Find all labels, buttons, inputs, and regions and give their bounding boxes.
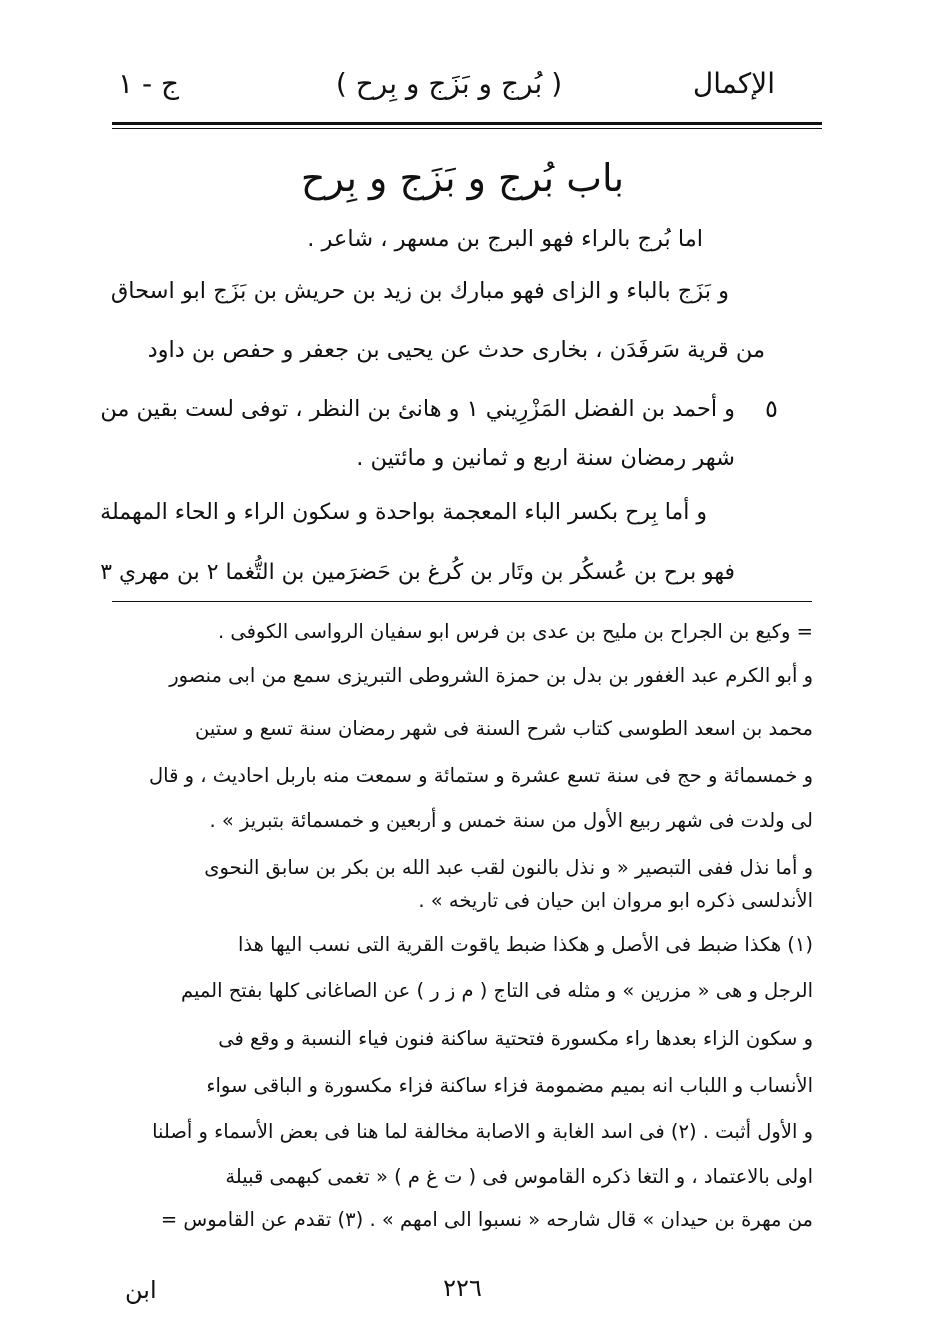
catchword: ابن <box>125 1276 157 1304</box>
page-number: ٢٢٦ <box>443 1274 482 1302</box>
main-text-line: و أما بِرح بكسر الباء المعجمة بواحدة و سكون الراء و الحاء المهملة <box>100 500 707 525</box>
footnote-line: من مهرة بن حيدان » قال شارحه « نسبوا الى امهم » . (٣) تقدم عن القاموس = <box>160 1208 813 1231</box>
page-footer <box>0 1268 925 1308</box>
footnote-line: الأندلسى ذكره ابو مروان ابن حيان فى تاريخه » . <box>418 889 813 912</box>
footnote-line: اولى بالاعتماد ، و التغا ذكره القاموس فى ( ت غ م ) « تغمى كبهمى قبيلة <box>225 1165 813 1188</box>
footnote-line: و أما نذل ففى التبصير « و نذل بالنون لقب عبد الله بن بكر بن سابق النحوى <box>204 856 813 879</box>
footnote-line: الأنساب و اللباب انه بميم مضمومة فزاء ساكنة فزاء مكسورة و الباقى سواء <box>206 1074 813 1097</box>
footnote-line: و الأول أثبت . (٢) فى اسد الغابة و الاصابة مخالفة لما هنا فى بعض الأسماء و أصلنا <box>152 1120 813 1143</box>
main-text-line: شهر رمضان سنة اربع و ثمانين و مائتين . <box>356 445 735 471</box>
running-header <box>0 62 925 106</box>
header-book-title: الإكمال <box>692 67 775 100</box>
footnote-line: = وكيع بن الجراح بن مليح بن عدى بن فرس ابو سفيان الرواسى الكوفى . <box>217 620 813 643</box>
footnote-line: و سكون الزاء بعدها راء مكسورة فتحتية ساكنة فنون فياء النسبة و وقع فى <box>218 1027 813 1050</box>
footnote-line: و أبو الكرم عبد الغفور بن بدل بن حمزة الشروطى التبريزى سمع من ابى منصور <box>169 664 813 687</box>
main-text-line: من قرية سَرفَدَن ، بخارى حدث عن يحيى بن جعفر و حفص بن داود <box>147 337 765 363</box>
line-number: ٥ <box>765 395 778 423</box>
footnote-line: و خمسمائة و حج فى سنة تسع عشرة و ستمائة و سمعت منه باربل احاديث ، و قال <box>148 764 813 787</box>
main-text-line: و أحمد بن الفضل المَزْرِيني ١ و هانئ بن النظر ، توفى لست بقين من <box>100 396 735 422</box>
main-text-line: و بَزَج بالباء و الزاى فهو مبارك بن زيد بن حريش بن بَزَج ابو اسحاق <box>110 278 729 304</box>
footnote-line: الرجل و هى « مزرين » و مثله فى التاج ( م ز ر ) عن الصاغانى كلها بفتح الميم <box>181 979 813 1002</box>
main-text-line: اما بُرج بالراء فهو البرج بن مسهر ، شاعر . <box>307 226 703 252</box>
footnote-line: (١) هكذا ضبط فى الأصل و هكذا ضبط ياقوت القرية التى نسب اليها هذا <box>237 933 813 956</box>
footnote-separator <box>112 601 812 602</box>
chapter-title: باب بُرج و بَزَج و بِرح <box>300 156 625 200</box>
header-section-title: ( بُرج و بَزَج و بِرح ) <box>335 67 563 100</box>
main-text-line: فهو برح بن عُسكُر بن وتَار بن كُرغ بن حَضرَمين بن التُّغما ٢ بن مهري ٣ <box>100 560 735 585</box>
footnote-line: لى ولدت فى شهر ربيع الأول من سنة خمس و أربعين و خمسمائة بتبريز » . <box>209 809 813 832</box>
header-rule-thin <box>112 128 822 129</box>
header-rule-thick <box>112 122 822 125</box>
footnote-line: محمد بن اسعد الطوسى كتاب شرح السنة فى شهر رمضان سنة تسع و ستين <box>194 717 813 740</box>
header-volume: ج - ١ <box>118 67 180 100</box>
